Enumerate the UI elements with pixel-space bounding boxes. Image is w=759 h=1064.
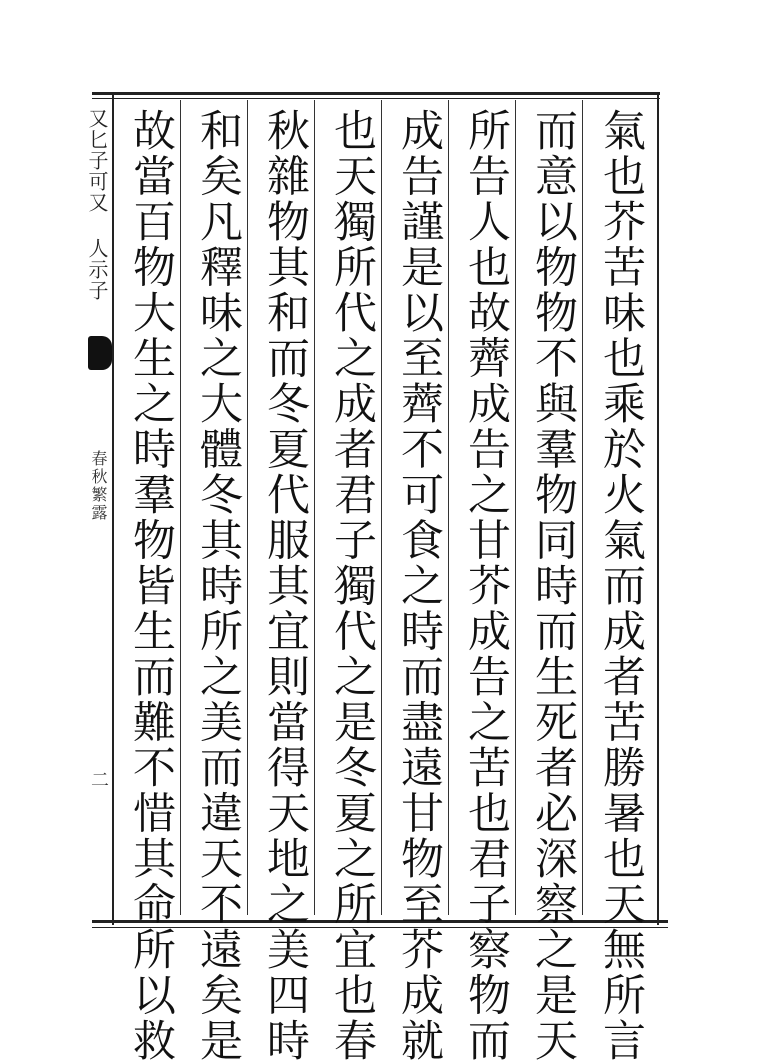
text-column-3: 所告人也故薺成告之甘芥成告之苦也君子察物而 [461, 108, 511, 1064]
top-border-inner-rule [92, 98, 660, 99]
text-column-8: 故當百物大生之時羣物皆生而難不惜其命所以救 [126, 108, 176, 1064]
text-column-4: 成告謹是以至薺不可食之時而盡遠甘物至芥成就 [394, 108, 444, 1064]
left-margin-rule [112, 95, 114, 925]
book-title-margin: 春秋繁露 [89, 450, 108, 522]
text-column-6: 秋雜物其和而冬夏代服其宜則當得天地之美四時 [260, 108, 310, 1064]
header-strip-text: 又匕子可又 人示子 [85, 108, 109, 301]
text-column-1: 氣也芥苦味也乘於火氣而成者苦勝暑也天無所言 [596, 108, 646, 1064]
right-margin-rule [657, 95, 659, 925]
text-column-7: 和矣凡釋味之大體冬其時所之美而違天不遠矣是 [193, 108, 243, 1064]
text-column-2: 而意以物物不與羣物同時而生死者必深察之是天 [528, 108, 578, 1064]
page-number: 二 [88, 770, 109, 788]
top-border-rule [92, 92, 660, 95]
fish-tail-mark [88, 336, 112, 370]
text-column-5: 也天獨所代之成者君子獨代之是冬夏之所宜也春 [327, 108, 377, 1064]
